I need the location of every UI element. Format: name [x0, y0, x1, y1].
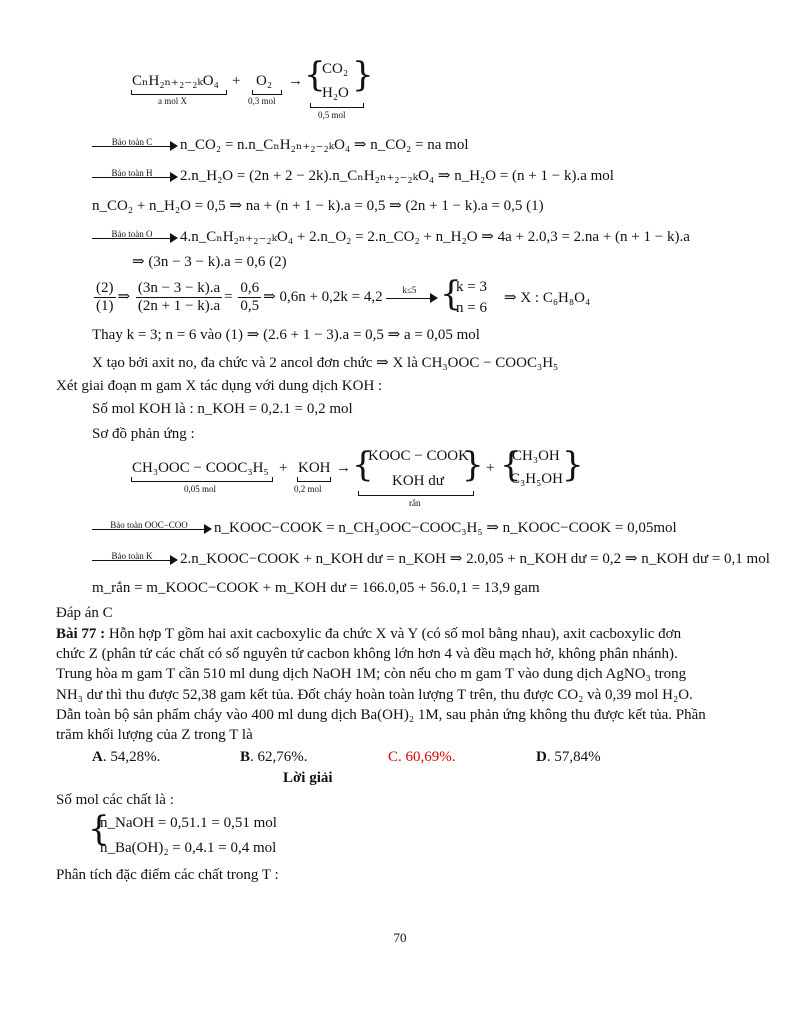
eq1-plus: + [232, 73, 241, 89]
problem-text-2: chức Z (phân tử các chất có số nguyên tử cacbon không lớn hơn 4 và đều mạch hở, không phân nhánh). [56, 646, 678, 662]
eq1-formula-under: a mol X [158, 96, 187, 106]
left-brace-icon: { [500, 445, 522, 485]
arrow-icon [92, 551, 178, 569]
so-mol-line: Số mol các chất là : [56, 792, 174, 808]
option-b: B. 62,76%. [240, 749, 308, 765]
ratio-line: $\frac{(2)}{(1)}$ ⇒ $\frac{(3n - 3 - k).a}{(2n + 1 - k).a}$ = $\frac{0,6}{0,5}$ ⇒ 0,6n + 0,2k = 4,2 k≤5 [92, 280, 440, 315]
bt-h-text: 2.n_H₂O = (2n + 2 − 2k).n_CₙH₂ₙ₊₂₋₂ₖO₄ ⇒ n_H₂O = (n + 1 − k).a mol [180, 168, 614, 184]
eq2-plus2: + [486, 460, 495, 476]
arrow-icon [92, 168, 178, 186]
dap-an-line: Đáp án C [56, 605, 113, 621]
eq1-o2: O₂ [256, 73, 273, 89]
eq2-solid1: KOOC − COOK [368, 448, 469, 464]
underbrace [131, 477, 273, 482]
underbrace [252, 90, 282, 95]
bt-o-line2: ⇒ (3n − 3 − k).a = 0,6 (2) [132, 254, 287, 270]
problem-title: Bài 77 : [56, 626, 106, 642]
eq2-koh: KOH [298, 460, 331, 476]
bt-o-label: Bảo toàn O [111, 228, 153, 239]
eq2-reactant-under: 0,05 mol [184, 484, 217, 494]
left-brace-icon: { [88, 809, 110, 849]
problem-text-3: Trung hòa m gam T cần 510 ml dung dịch NaOH 1M; còn nếu cho m gam T vào dung dịch AgNO₃ trong [56, 666, 687, 682]
xtao-line: X tạo bởi axit no, đa chức và 2 ancol đơn chức ⇒ X là CH₃OOC − COOC₃H₅ [92, 355, 559, 371]
phan-tich-line: Phân tích đặc điểm các chất trong T : [56, 867, 279, 883]
problem-text-6: trăm khối lượng của Z trong T là [56, 727, 253, 743]
page-number: 70 [393, 930, 407, 945]
ratio-k: k = 3 [456, 279, 487, 295]
arrow-icon [386, 284, 438, 307]
problem-text-5: Dẫn toàn bộ sản phẩm cháy vào 400 ml dung dịch Ba(OH)₂ 1M, sau phản ứng không thu được kết tủa. Phần [56, 707, 706, 723]
bt-o-line [92, 228, 690, 247]
option-d: D. 57,84% [536, 749, 601, 765]
eq1-co2: CO₂ [322, 61, 349, 77]
problem-line-1 [56, 625, 681, 643]
arrow-icon [92, 520, 212, 538]
bt-o-text: 4.n_CₙH₂ₙ₊₂₋₂ₖO₄ + 2.n_O₂ = 2.n_CO₂ + n_H₂O ⇒ 4a + 2.0,3 = 2.na + (n + 1 − k).a [180, 229, 690, 245]
bt-c-text: n_CO₂ = n.n_CₙH₂ₙ₊₂₋₂ₖO₄ ⇒ n_CO₂ = na mol [180, 137, 469, 153]
ratio-cond: k≤5 [402, 284, 417, 295]
eq1-o2-under: 0,3 mol [248, 96, 276, 106]
bt-ooc-label: Bảo toàn OOC−COO [110, 519, 188, 530]
eq2-alc1: CH₃OH [512, 448, 560, 464]
ratio-n: n = 6 [456, 300, 487, 316]
arrow-icon [92, 229, 178, 247]
right-brace-icon: } [562, 445, 584, 485]
loi-giai-heading: Lời giải [283, 770, 333, 786]
naoh-line: n_NaOH = 0,51.1 = 0,51 mol [100, 815, 277, 831]
baoh-line: n_Ba(OH)₂ = 0,4.1 = 0,4 mol [100, 840, 277, 856]
bt-h-label: Bảo toàn H [111, 167, 153, 178]
arrow-icon [92, 137, 178, 155]
problem-text-4: NH₃ dư thì thu được 52,38 gam kết tủa. Đốt cháy hoàn toàn lượng T trên, thu được CO₂ và 0,39 mol H₂O. [56, 687, 693, 703]
eq1-formula: CₙH₂ₙ₊₂₋₂ₖO₄ [132, 73, 219, 89]
bt-k-text: 2.n_KOOC−COOK + n_KOH dư = n_KOH ⇒ 2.0,05 + n_KOH dư = 0,2 ⇒ n_KOH dư = 0,1 mol [180, 551, 770, 567]
underbrace [131, 90, 227, 95]
underbrace [297, 477, 331, 482]
bt-k-line [92, 550, 770, 569]
eq2-koh-under: 0,2 mol [294, 484, 322, 494]
eq2-alc2: C₃H₅OH [510, 471, 563, 487]
bt-c-line [92, 136, 469, 155]
ratio-mid: $\frac{(3n - 3 - k).a}{(2n + 1 - k).a}$ [137, 280, 221, 314]
sum-line: n_CO₂ + n_H₂O = 0,5 ⇒ na + (n + 1 − k).a = 0,5 ⇒ (2n + 1 − k).a = 0,5 (1) [92, 198, 544, 214]
so-do-line: Sơ đồ phản ứng : [92, 426, 195, 442]
problem-text-1: Hỗn hợp T gồm hai axit cacboxylic đa chức X và Y (có số mol bằng nhau), axit cacboxylic đơn [105, 626, 682, 642]
eq2-plus: + [279, 460, 288, 476]
bt-k-label: Bảo toàn K [111, 550, 153, 561]
left-brace-icon: { [352, 445, 374, 485]
ratio-left: $\frac{(2)}{(1)}$ [96, 280, 114, 314]
eq1-prod-under: 0,5 mol [318, 110, 346, 120]
left-brace-icon: { [440, 274, 462, 314]
right-brace-icon: } [352, 55, 374, 95]
eq2-solid-under: rắn [409, 498, 421, 508]
option-c: C. 60,69%. [388, 749, 456, 765]
eq2-arrow: → [336, 460, 351, 476]
underbrace [310, 103, 364, 108]
left-brace-icon: { [304, 55, 326, 95]
underbrace [358, 491, 474, 496]
bt-ooc-line [92, 519, 677, 538]
so-mol-koh-line: Số mol KOH là : n_KOH = 0,2.1 = 0,2 mol [92, 401, 353, 417]
ratio-result: ⇒ X : C₆H₈O₄ [504, 290, 591, 306]
thay-line: Thay k = 3; n = 6 vào (1) ⇒ (2.6 + 1 − 3).a = 0,5 ⇒ a = 0,05 mol [92, 327, 480, 343]
bt-h-line [92, 167, 614, 186]
ratio-tail: ⇒ 0,6n + 0,2k = 4,2 [263, 288, 383, 305]
bt-ooc-text: n_KOOC−COOK = n_CH₃OOC−COOC₃H₅ ⇒ n_KOOC−COOK = 0,05mol [214, 520, 677, 536]
bt-c-label: Bảo toàn C [111, 136, 153, 147]
xet-line: Xét giai đoạn m gam X tác dụng với dung dịch KOH : [56, 378, 383, 394]
eq1-h2o: H₂O [322, 85, 349, 101]
right-brace-icon: } [462, 445, 484, 485]
option-a: A. 54,28%. [92, 749, 161, 765]
m-ran-line: m_rắn = m_KOOC−COOK + m_KOH dư = 166.0,05 + 56.0,1 = 13,9 gam [92, 580, 540, 596]
ratio-right: $\frac{0,6}{0,5}$ [240, 280, 260, 314]
eq2-reactant: CH₃OOC − COOC₃H₅ [132, 460, 269, 476]
eq1-arrow: → [288, 73, 303, 89]
eq2-solid2: KOH dư [392, 473, 444, 489]
